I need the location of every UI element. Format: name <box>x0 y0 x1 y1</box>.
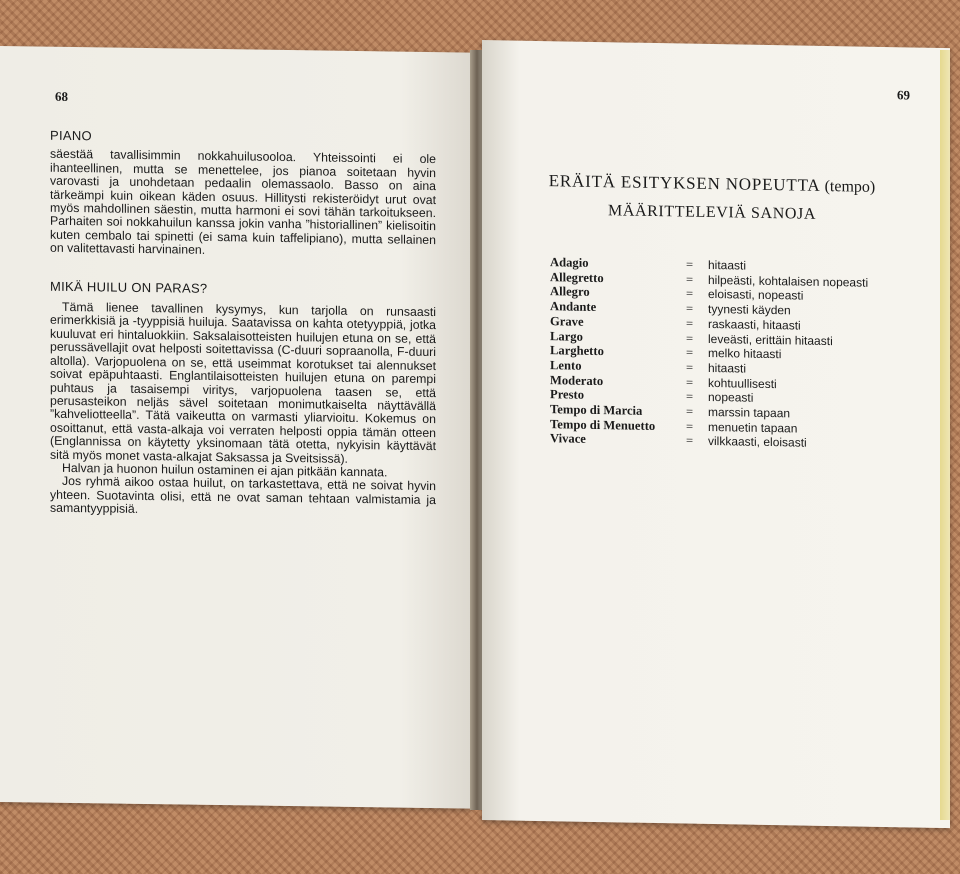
term-name: Tempo di Marcia <box>550 402 643 418</box>
term-name: Larghetto <box>550 343 604 359</box>
equals-sign: = <box>686 404 694 419</box>
equals-sign: = <box>686 286 694 302</box>
term-definition: raskaasti, hitaasti <box>708 316 801 333</box>
title-line-1 <box>542 171 882 197</box>
section-heading-piano: PIANO <box>50 127 92 144</box>
title-tempo: (tempo) <box>824 177 876 196</box>
term-definition: hitaasti <box>708 257 747 273</box>
paragraph-piano: säestää tavallisimmin nokkahuilusooloa. Yhteissointi ei ole ihanteellinen, mutta se menettelee, jos pianoa soitetaan hyvin varovasti ja unohdetaan pedaalin olemassaolo. Basso on aina tärkeämpi kuin oikean käden osuus. Hillitysti rekisteröidyt urut ovat myös mahdollinen säestin, mutta harmoni ei sovi tähän tarkoitukseen. Parhaiten soi nokkahuilun kanssa jokin vanha ”historiallinen” kielisoitin kuten cembalo tai spinetti (ei sama kuin taffelipiano), mutta sellainen on valitettavasti harvinainen. <box>50 147 436 258</box>
right-page <box>482 40 950 828</box>
left-page <box>0 46 472 809</box>
equals-sign: = <box>686 389 694 405</box>
equals-sign: = <box>686 360 694 375</box>
paragraph-huilu-3: Jos ryhmä aikoo ostaa huilut, on tarkastettava, että ne soivat hyvin yhteen. Suotavinta olisi, että ne ovat saman tehtaan valmistamia ja samantyyppisiä. <box>50 474 436 517</box>
term-name: Tempo di Menuetto <box>550 416 656 433</box>
term-name: Moderato <box>550 372 604 388</box>
term-name: Largo <box>550 328 583 344</box>
term-definition: vilkkaasti, eloisasti <box>708 434 807 451</box>
term-definition: menuetin tapaan <box>708 419 798 436</box>
equals-sign: = <box>686 301 694 316</box>
tempo-terms-list <box>550 255 910 452</box>
term-name: Allegretto <box>550 269 604 285</box>
term-definition: tyynesti käyden <box>708 302 791 318</box>
equals-sign: = <box>686 257 694 272</box>
term-name: Vivace <box>550 431 586 447</box>
equals-sign: = <box>686 375 694 390</box>
page-edge <box>940 50 950 820</box>
equals-sign: = <box>686 433 694 449</box>
term-name: Adagio <box>550 255 589 270</box>
paragraph-huilu-1: Tämä lienee tavallinen kysymys, kun tarjolla on runsaasti erimerkkisiä ja -tyyppisiä huiluja. Saatavissa on kahta otetyyppiä, jotka kuuluvat eri hintaluokkiin. Saksalaisotteisten huilujen etuna on se, että perussävellajit ovat helposti soitettavissa (C-duuri sopraanolla, F-duuri altolla). Varjopuolena on se, että useimmat korotukset tai alennukset soivat epäpuhtaasti. Englantilaisotteisten huilujen etuna on parempi puhtaus ja tasaisempi viritys, varjopuolena taasen se, että perusasteikon neljäs sävel soitetaan monimutkaiselta näyttävällä ”kahveliotteella”. Tätä vaikeutta on varmasti yliarvioitu. Kokemus on osoittanut, että vasta-alkaja voi verraten helposti oppia tämän otteen (Englannissa on käytetty yksinomaan tätä otetta, nykyisin käyttävät sitä myös monet vasta-alkajat Saksassa ja Sveitsissä). <box>50 299 436 466</box>
page-title <box>542 171 882 225</box>
title-main: ERÄITÄ ESITYKSEN NOPEUTTA <box>548 171 820 195</box>
term-name: Allegro <box>550 284 590 300</box>
term-name: Lento <box>550 358 582 373</box>
equals-sign: = <box>686 419 694 434</box>
page-number-right: 69 <box>897 87 910 103</box>
term-definition: kohtuullisesti <box>708 375 777 391</box>
paragraph-huilu-2: Halvan ja huonon huilun ostaminen ei ajan pitkään kannata. <box>62 460 388 480</box>
equals-sign: = <box>686 331 694 346</box>
term-definition: eloisasti, nopeasti <box>708 287 804 304</box>
equals-sign: = <box>686 345 694 360</box>
term-definition: leveästi, erittäin hitaasti <box>708 331 833 348</box>
section-heading-paras: MIKÄ HUILU ON PARAS? <box>50 278 208 296</box>
page-number-left: 68 <box>55 88 68 104</box>
term-definition: marssin tapaan <box>708 404 791 421</box>
term-name: Andante <box>550 299 597 315</box>
term-name: Presto <box>550 387 585 403</box>
equals-sign: = <box>686 316 694 331</box>
term-definition: hilpeästi, kohtalaisen nopeasti <box>708 272 869 290</box>
term-name: Grave <box>550 313 584 329</box>
equals-sign: = <box>686 272 694 287</box>
term-definition: melko hitaasti <box>708 346 782 362</box>
left-page-text <box>50 129 436 521</box>
title-line-2: MÄÄRITTELEVIÄ SANOJA <box>608 202 816 223</box>
term-definition: hitaasti <box>708 360 747 376</box>
term-definition: nopeasti <box>708 390 754 406</box>
